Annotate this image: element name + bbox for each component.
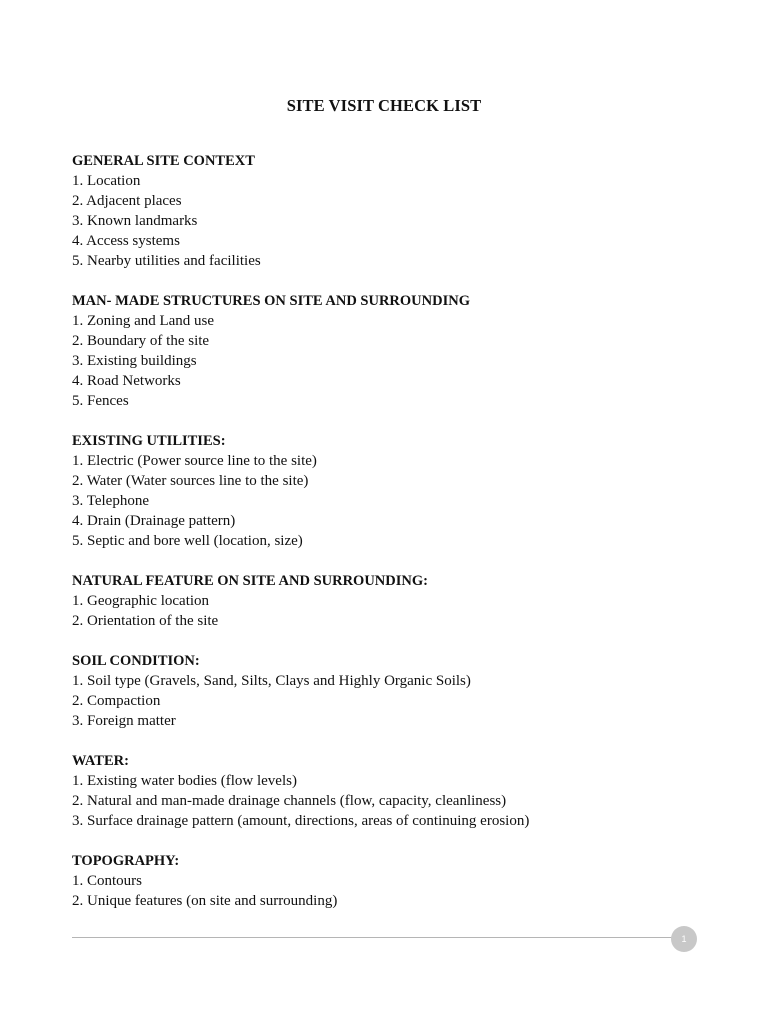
- list-item: 2. Orientation of the site: [72, 613, 219, 629]
- section-topography: [72, 851, 712, 911]
- list-item: 1. Zoning and Land use: [72, 313, 215, 329]
- section-water: [72, 751, 712, 831]
- section-soil-condition: [72, 651, 712, 731]
- document-title: SITE VISIT CHECK LIST: [286, 96, 482, 115]
- list-item: 4. Drain (Drainage pattern): [72, 513, 236, 529]
- list-item: 5. Septic and bore well (location, size): [72, 533, 303, 549]
- page-number-badge: 1: [671, 926, 697, 952]
- list-item: 3. Telephone: [72, 493, 149, 509]
- list-item: 3. Foreign matter: [72, 713, 176, 729]
- list-item: 1. Electric (Power source line to the site): [72, 453, 317, 469]
- section-heading: TOPOGRAPHY:: [72, 853, 180, 869]
- list-item: 5. Fences: [72, 393, 129, 409]
- section-heading: EXISTING UTILITIES:: [72, 433, 226, 449]
- list-item: 4. Access systems: [72, 233, 180, 249]
- section-existing-utilities: [72, 431, 712, 551]
- list-item: 1. Existing water bodies (flow levels): [72, 773, 297, 789]
- section-natural-feature: [72, 571, 712, 631]
- list-item: 2. Water (Water sources line to the site): [72, 473, 309, 489]
- list-item: 3. Surface drainage pattern (amount, directions, areas of continuing erosion): [72, 813, 530, 829]
- section-heading: WATER:: [72, 753, 129, 769]
- list-item: 2. Unique features (on site and surrounding): [72, 893, 338, 909]
- list-item: 5. Nearby utilities and facilities: [72, 253, 261, 269]
- list-item: 1. Geographic location: [72, 593, 210, 609]
- section-man-made-structures: [72, 291, 712, 411]
- list-item: 2. Boundary of the site: [72, 333, 210, 349]
- checklist-content: [72, 151, 712, 931]
- list-item: 1. Soil type (Gravels, Sand, Silts, Clays and Highly Organic Soils): [72, 673, 471, 689]
- list-item: 4. Road Networks: [72, 373, 181, 389]
- list-item: 1. Contours: [72, 873, 143, 889]
- list-item: 2. Adjacent places: [72, 193, 182, 209]
- list-item: 3. Known landmarks: [72, 213, 198, 229]
- footer-divider: [72, 937, 672, 938]
- list-item: 3. Existing buildings: [72, 353, 197, 369]
- section-heading: NATURAL FEATURE ON SITE AND SURROUNDING:: [72, 573, 428, 589]
- list-item: 2. Compaction: [72, 693, 161, 709]
- section-heading: MAN- MADE STRUCTURES ON SITE AND SURROUNDING: [72, 293, 470, 309]
- section-heading: SOIL CONDITION:: [72, 653, 200, 669]
- list-item: 2. Natural and man-made drainage channels (flow, capacity, cleanliness): [72, 793, 507, 809]
- section-general-site-context: [72, 151, 712, 271]
- section-heading: GENERAL SITE CONTEXT: [72, 153, 255, 169]
- list-item: 1. Location: [72, 173, 141, 189]
